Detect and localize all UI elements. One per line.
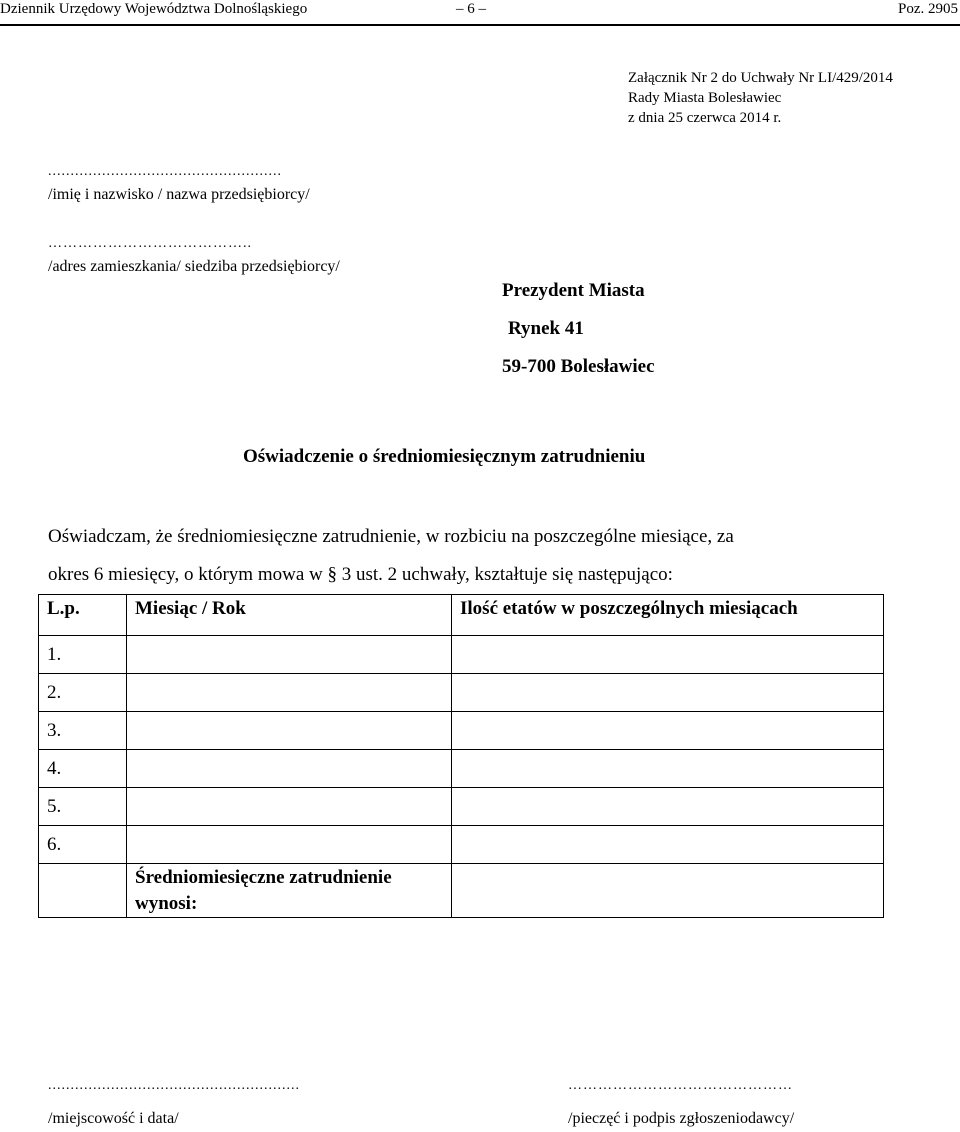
address-dotted-line: ………………………………….. [48,236,252,251]
row-number: 3. [39,712,127,750]
annex-reference [628,68,893,128]
table-row [39,712,884,750]
summary-value-cell[interactable] [452,864,884,918]
summary-label-line-2: wynosi: [135,893,198,914]
header-lp: L.p. [39,595,127,636]
positions-cell[interactable] [452,788,884,826]
table-row [39,636,884,674]
name-caption: /imię i nazwisko / nazwa przedsiębiorcy/ [48,186,310,203]
summary-row [39,864,884,918]
place-date-dotted-line: ........................................................ [48,1078,300,1093]
address-caption: /adres zamieszkania/ siedziba przedsiębiorcy/ [48,258,340,275]
summary-label-line-1: Średniomiesięczne zatrudnienie [135,867,392,888]
month-year-cell[interactable] [127,674,452,712]
journal-title: Dziennik Urzędowy Województwa Dolnośląskiego [0,1,308,17]
annex-line-2: Rady Miasta Bolesławiec [628,90,782,106]
positions-cell[interactable] [452,636,884,674]
row-number: 6. [39,826,127,864]
row-number: 1. [39,636,127,674]
document-title: Oświadczenie o średniomiesięcznym zatrudnieniu [243,446,646,467]
month-year-cell[interactable] [127,712,452,750]
header-positions: Ilość etatów w poszczególnych miesiącach [452,595,884,636]
addressee-street: Rynek 41 [508,318,584,339]
position-number: Poz. 2905 [898,1,958,17]
positions-cell[interactable] [452,712,884,750]
positions-cell[interactable] [452,826,884,864]
table-header-row [39,595,884,636]
summary-label [127,864,452,918]
table-row [39,826,884,864]
table-row [39,674,884,712]
row-number: 5. [39,788,127,826]
addressee-name: Prezydent Miasta [502,280,645,301]
summary-empty-cell [39,864,127,918]
place-date-caption: /miejscowość i data/ [48,1110,179,1127]
positions-cell[interactable] [452,674,884,712]
signature-dotted-line: ……………………………………… [568,1078,793,1093]
month-year-cell[interactable] [127,636,452,674]
signature-caption: /pieczęć i podpis zgłoszeniodawcy/ [568,1110,795,1127]
table-row [39,788,884,826]
row-number: 4. [39,750,127,788]
month-year-cell[interactable] [127,788,452,826]
employment-table [38,594,884,918]
month-year-cell[interactable] [127,750,452,788]
annex-line-1: Załącznik Nr 2 do Uchwały Nr LI/429/2014 [628,70,893,86]
table-row [39,750,884,788]
addressee-city: 59-700 Bolesławiec [502,356,655,377]
row-number: 2. [39,674,127,712]
positions-cell[interactable] [452,750,884,788]
declaration-line-1: Oświadczam, że średniomiesięczne zatrudnienie, w rozbiciu na poszczególne miesiące, za [48,526,734,547]
declaration-line-2: okres 6 miesięcy, o którym mowa w § 3 ust. 2 uchwały, kształtuje się następująco: [48,564,673,585]
page-header [0,0,960,26]
annex-line-3: z dnia 25 czerwca 2014 r. [628,110,782,126]
declaration-text [48,518,898,594]
page-number: – 6 – [456,1,486,17]
name-dotted-line: .................................................... [48,164,282,179]
header-month-year: Miesiąc / Rok [127,595,452,636]
month-year-cell[interactable] [127,826,452,864]
